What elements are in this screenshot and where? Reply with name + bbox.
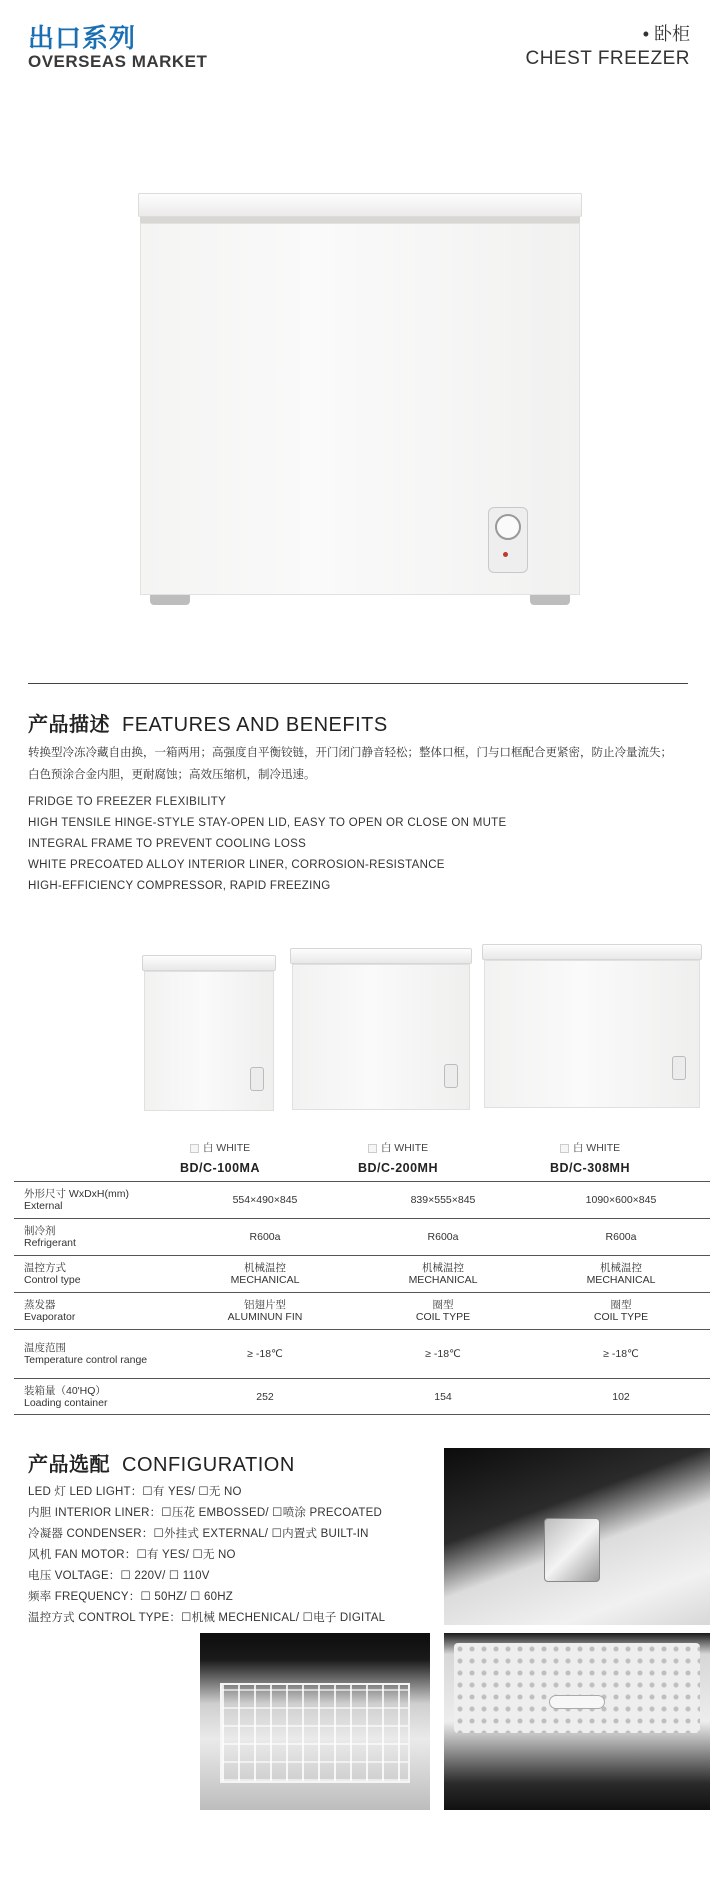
features-heading-en: FEATURES AND BENEFITS [122, 714, 388, 736]
freezer-foot-left [150, 595, 190, 605]
spec-value: R600a [427, 1231, 459, 1243]
model-name: BD/C-100MA [179, 1161, 260, 1175]
spec-value: 839×555×845 [410, 1194, 476, 1206]
model-header-308mh [505, 1140, 675, 1175]
embossed-liner-photo [444, 1633, 710, 1810]
feature-item: WHITE PRECOATED ALLOY INTERIOR LINER, CORROSION-RESISTANCE [28, 859, 445, 871]
feature-item: INTEGRAL FRAME TO PREVENT COOLING LOSS [28, 838, 307, 850]
feature-item: FRIDGE TO FREEZER FLEXIBILITY [28, 796, 227, 808]
model-header-200mh [313, 1140, 483, 1175]
spec-label-cn: 温度范围 [24, 1342, 66, 1354]
thermostat-knob-icon [444, 1064, 458, 1088]
spec-label-en: Loading container [24, 1396, 108, 1409]
thermostat-knob-icon [495, 514, 521, 540]
model-header-100ma [135, 1140, 305, 1175]
features-description-line: 转换型冷冻冷藏自由换，一箱两用；高强度自平衡铰链，开门闭门静音轻松；整体口框，门与口框配合更紧密，防止冷量流失； [28, 747, 672, 759]
freezer-lid [142, 955, 276, 971]
model-name: BD/C-200MH [357, 1161, 438, 1175]
freezer-body [292, 964, 470, 1110]
section-divider [28, 683, 688, 684]
spec-label-cn: 温控方式 [24, 1262, 66, 1274]
category-cn: • 卧柜 [642, 24, 690, 44]
spec-row [14, 1329, 710, 1378]
power-indicator-icon [503, 552, 508, 557]
thermostat-knob-icon [250, 1067, 264, 1091]
config-item: 内胆 INTERIOR LINER：☐压花 EMBOSSED/ ☐喷涂 PRECOATED [28, 1507, 382, 1519]
model-color: 白 WHITE [380, 1142, 429, 1154]
model-image-308mh [482, 944, 702, 1114]
embossed-liner-icon [454, 1643, 700, 1733]
series-title-cn: 出口系列 [28, 23, 137, 53]
spec-label [14, 1342, 176, 1366]
features-heading [28, 708, 388, 737]
spec-label [14, 1225, 176, 1249]
config-item: 冷凝器 CONDENSER：☐外挂式 EXTERNAL/ ☐内置式 BUILT-IN [28, 1528, 369, 1540]
spec-label-cn: 蒸发器 [24, 1299, 56, 1311]
freezer-lid [138, 193, 582, 217]
spec-label [14, 1385, 176, 1409]
color-swatch [560, 1144, 569, 1153]
color-swatch [190, 1144, 199, 1153]
category-en: CHEST FREEZER [525, 48, 690, 69]
spec-value: R600a [249, 1231, 281, 1243]
spec-label-en: Refrigerant [24, 1237, 76, 1249]
lid-handle-icon [549, 1695, 605, 1709]
spec-value: 252 [256, 1390, 274, 1403]
freezer-lid [482, 944, 702, 960]
spec-label-cn: 制冷剂 [24, 1225, 56, 1237]
series-title-en: OVERSEAS MARKET [28, 52, 208, 71]
spec-value: R600a [605, 1231, 637, 1243]
spec-value: 机械温控 MECHANICAL [230, 1262, 300, 1286]
basket-detail-photo [200, 1633, 430, 1810]
spec-label-cn: 外形尺寸 WxDxH(mm) [24, 1188, 129, 1200]
model-name: BD/C-308MH [549, 1161, 630, 1175]
freezer-lid [290, 948, 472, 964]
spec-value: ≥ -18℃ [425, 1348, 461, 1360]
features-heading-cn: 产品描述 [28, 714, 110, 736]
spec-value: ≥ -18℃ [603, 1348, 639, 1360]
configuration-heading-cn: 产品选配 [28, 1454, 110, 1476]
hinge-icon [544, 1518, 600, 1582]
spec-label-en: External [24, 1200, 63, 1212]
config-item: 电压 VOLTAGE：☐ 220V/ ☐ 110V [28, 1570, 210, 1582]
config-item: 频率 FREQUENCY：☐ 50HZ/ ☐ 60HZ [28, 1591, 233, 1603]
spec-row [14, 1218, 710, 1255]
thermostat-knob-icon [672, 1056, 686, 1080]
spec-row [14, 1181, 710, 1218]
feature-item: HIGH TENSILE HINGE-STYLE STAY-OPEN LID, EASY TO OPEN OR CLOSE ON MUTE [28, 817, 507, 829]
main-product-image [130, 185, 590, 620]
spec-value: 机械温控 MECHANICAL [408, 1262, 478, 1286]
spec-label [14, 1262, 176, 1286]
spec-value: 554×490×845 [232, 1194, 298, 1206]
spec-value: 铝翅片型 ALUMINUN FIN [227, 1299, 303, 1323]
spec-value: ≥ -18℃ [247, 1348, 283, 1360]
spec-label-en: Control type [24, 1274, 81, 1286]
model-color: 白 WHITE [202, 1142, 251, 1154]
spec-row [14, 1292, 710, 1329]
spec-value: 154 [434, 1390, 452, 1403]
feature-item: HIGH-EFFICIENCY COMPRESSOR, RAPID FREEZING [28, 880, 331, 892]
model-image-100ma [142, 955, 276, 1117]
spec-row [14, 1378, 710, 1415]
spec-label [14, 1188, 176, 1212]
configuration-list [28, 1482, 385, 1629]
spec-table [14, 1181, 710, 1415]
features-description-cn [28, 742, 688, 786]
config-item: 温控方式 CONTROL TYPE：☐机械 MECHENICAL/ ☐电子 DIGITAL [28, 1612, 386, 1624]
spec-value: 102 [612, 1390, 630, 1403]
config-item: 风机 FAN MOTOR：☐有 YES/ ☐无 NO [28, 1549, 236, 1561]
wire-basket-icon [220, 1683, 410, 1783]
spec-label [14, 1299, 176, 1323]
freezer-body [484, 960, 700, 1108]
spec-label-en: Temperature control range [24, 1354, 148, 1366]
color-swatch [368, 1144, 377, 1153]
hinge-detail-photo [444, 1448, 710, 1625]
configuration-heading [28, 1448, 295, 1477]
model-color: 白 WHITE [572, 1142, 621, 1154]
spec-row [14, 1255, 710, 1292]
freezer-foot-right [530, 595, 570, 605]
configuration-heading-en: CONFIGURATION [122, 1454, 295, 1476]
features-list [28, 792, 506, 897]
model-image-200mh [290, 948, 472, 1116]
config-item: LED 灯 LED LIGHT：☐有 YES/ ☐无 NO [28, 1486, 242, 1498]
spec-value: 圈型 COIL TYPE [415, 1299, 471, 1323]
features-description-line: 白色预涂合金内胆，更耐腐蚀；高效压缩机，制冷迅速。 [28, 769, 316, 781]
spec-label-en: Evaporator [24, 1311, 76, 1323]
spec-value: 1090×600×845 [585, 1194, 657, 1206]
spec-value: 机械温控 MECHANICAL [586, 1262, 656, 1286]
spec-label-cn: 装箱量（40'HQ） [24, 1384, 106, 1397]
spec-value: 圈型 COIL TYPE [593, 1299, 649, 1323]
thermostat-panel [488, 507, 528, 573]
